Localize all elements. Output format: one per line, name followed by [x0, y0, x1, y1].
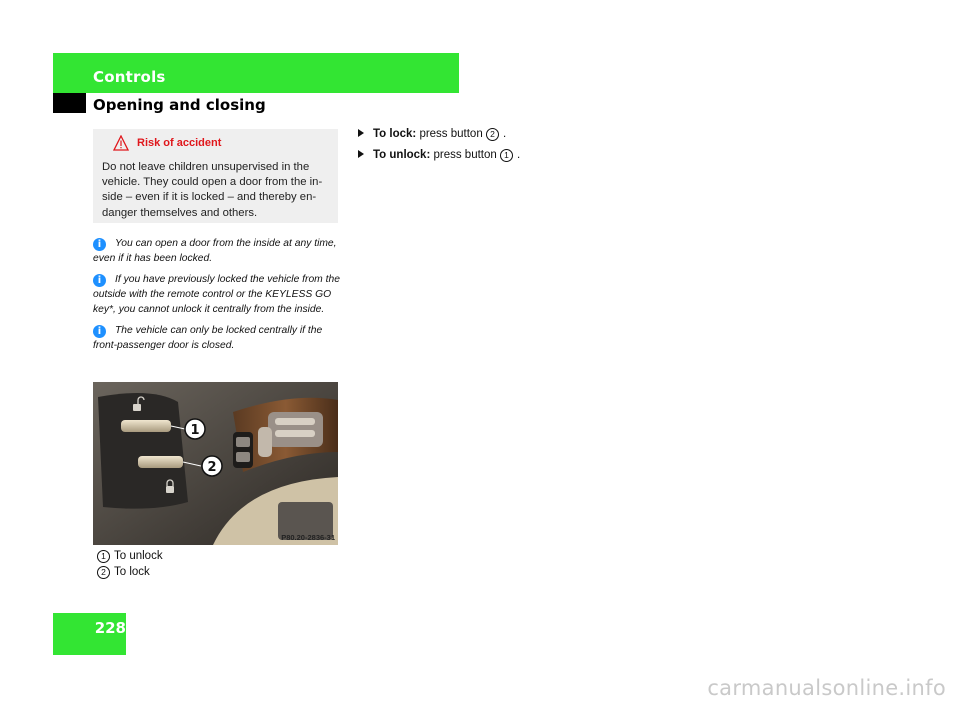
- arrow-right-icon: [358, 150, 364, 158]
- callout-1: 1: [190, 423, 200, 438]
- warning-text: Do not leave children unsupervised in the vehicle. They could open a door from the in-side – even if it is locked – and thereby en-danger themselves and others.: [102, 161, 323, 219]
- note-item: [93, 236, 341, 266]
- step-unlock: To unlock: press button 1 .: [358, 145, 520, 165]
- legend-number: 2: [97, 566, 110, 579]
- section-marker: [53, 93, 86, 113]
- legend-label: To unlock: [114, 550, 163, 562]
- note-text: If you have previously locked the vehicle from the outside with the remote control or the KEYLESS GO key*, you cannot unlock it centrally from the inside.: [93, 274, 340, 315]
- instruction-steps: [358, 124, 520, 166]
- step-label: To lock:: [373, 128, 417, 140]
- warning-triangle-icon: [113, 135, 129, 151]
- legend-label: To lock: [114, 566, 150, 578]
- notes-list: [93, 236, 341, 359]
- warning-title: Risk of accident: [137, 137, 222, 149]
- chapter-title: Controls: [93, 68, 166, 86]
- info-icon: i: [93, 274, 106, 287]
- info-icon: i: [93, 238, 106, 251]
- warning-box: [93, 129, 338, 223]
- step-label: To unlock:: [373, 149, 431, 161]
- photo-code: P80.20-2836-31: [281, 533, 335, 542]
- photo-legend: [97, 548, 163, 580]
- note-text: The vehicle can only be locked centrally if the front-passenger door is closed.: [93, 325, 323, 351]
- note-item: [93, 323, 341, 353]
- section-title: Opening and closing: [93, 96, 266, 114]
- step-lock: To lock: press button 2 .: [358, 124, 520, 144]
- door-lock-switch-photo: [93, 382, 338, 545]
- arrow-right-icon: [358, 129, 364, 137]
- step-number: 2: [486, 128, 499, 141]
- step-text: press button: [433, 149, 497, 161]
- watermark: carmanualsonline.info: [707, 676, 946, 700]
- note-item: [93, 272, 341, 317]
- legend-number: 1: [97, 550, 110, 563]
- note-text: You can open a door from the inside at any time, even if it has been locked.: [93, 238, 337, 264]
- info-icon: i: [93, 325, 106, 338]
- legend-item: [97, 548, 163, 564]
- callout-2: 2: [207, 460, 217, 475]
- step-number: 1: [500, 149, 513, 162]
- page-number-box: [53, 613, 126, 655]
- page-number: 228: [94, 619, 126, 637]
- step-text: press button: [419, 128, 483, 140]
- legend-item: [97, 564, 163, 580]
